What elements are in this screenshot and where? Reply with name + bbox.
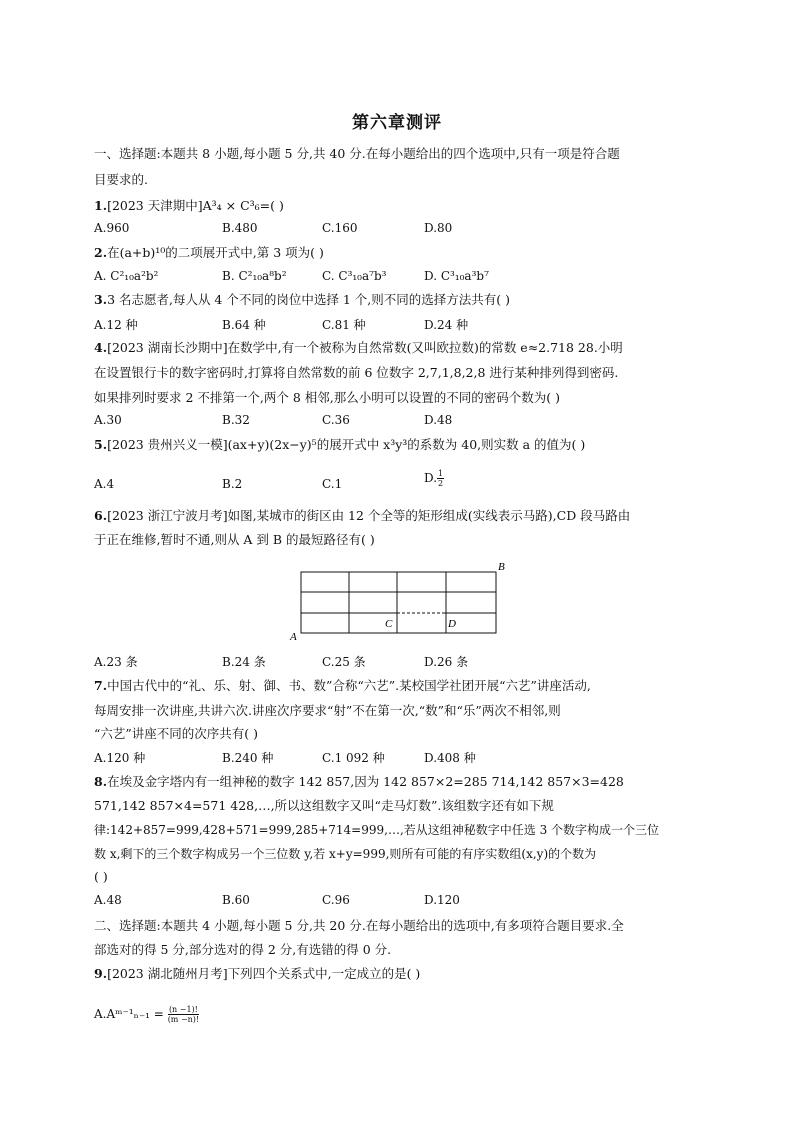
question-text: 在(a+b)¹⁰的二项展开式中,第 3 项为( ) bbox=[107, 245, 324, 260]
question-8-cont3: 数 x,剩下的三个数字构成另一个三位数 y,若 x+y=999,则所有可能的有序实数组(x,y)的个数为 bbox=[94, 847, 597, 861]
question-number: 9. bbox=[94, 966, 108, 981]
question-4-cont2: 如果排列时要求 2 不排第一个,两个 8 相邻,那么小明可以设置的不同的密码个数为( ) bbox=[94, 390, 560, 405]
question-number: 2. bbox=[94, 245, 108, 260]
question-text: 在埃及金字塔内有一组神秘的数字 142 857,因为 142 857×2=285 714,142 857×3=428 bbox=[107, 774, 624, 789]
permutation-expression: Aᵐ⁻¹ₙ₋₁ = bbox=[106, 1007, 164, 1021]
question-2-options bbox=[94, 269, 704, 287]
question-text: [2023 湖南长沙期中]在数学中,有一个被称为自然常数(又叫欧拉数)的常数 e≈2.718 28.小明 bbox=[107, 340, 623, 355]
question-5-options bbox=[94, 469, 704, 495]
question-7 bbox=[94, 677, 704, 695]
question-number: 7. bbox=[94, 678, 108, 693]
section2-heading: 二、选择题:本题共 4 小题,每小题 5 分,共 20 分.在每小题给出的选项中,有多项符合题目要求.全 bbox=[94, 918, 624, 933]
question-4 bbox=[94, 339, 704, 357]
question-number: 1. bbox=[94, 198, 108, 213]
option-b: B.24 条 bbox=[222, 655, 266, 669]
street-grid-figure bbox=[286, 560, 511, 642]
option-c: C.1 092 种 bbox=[322, 751, 385, 765]
question-7-cont2: “六艺”讲座不同的次序共有( ) bbox=[94, 726, 259, 741]
question-8-cont: 571,142 857×4=571 428,…,所以这组数字又叫“走马灯数”.该组数字还有如下规 bbox=[94, 798, 554, 813]
option-b: B.240 种 bbox=[222, 751, 274, 765]
question-text: [2023 浙江宁波月考]如图,某城市的街区由 12 个全等的矩形组成(实线表示马路),CD 段马路由 bbox=[107, 508, 631, 523]
question-text: 3 名志愿者,每人从 4 个不同的岗位中选择 1 个,则不同的选择方法共有( ) bbox=[107, 292, 510, 307]
point-c-label: C bbox=[385, 618, 393, 630]
question-text: [2023 湖北随州月考]下列四个关系式中,一定成立的是( ) bbox=[107, 966, 421, 981]
question-4-options bbox=[94, 413, 704, 431]
option-a: A.48 bbox=[94, 893, 122, 907]
point-b-label: B bbox=[498, 561, 505, 573]
option-a: A.30 bbox=[94, 413, 122, 427]
question-6-cont: 于正在维修,暂时不通,则从 A 到 B 的最短路径有( ) bbox=[94, 532, 375, 547]
question-6 bbox=[94, 507, 704, 525]
section1-heading-cont: 目要求的. bbox=[94, 172, 148, 187]
option-d: D.408 种 bbox=[424, 751, 476, 765]
option-a: A.23 条 bbox=[94, 655, 138, 669]
option-c: C.96 bbox=[322, 893, 350, 907]
option-c: C.36 bbox=[322, 413, 350, 427]
option-d: D.24 种 bbox=[424, 318, 469, 332]
option-d: D.26 条 bbox=[424, 655, 469, 669]
option-d: D.80 bbox=[424, 221, 453, 235]
option-a: A. C²₁₀a²b² bbox=[94, 269, 159, 283]
question-3 bbox=[94, 291, 704, 309]
option-a: A.4 bbox=[94, 477, 115, 491]
question-number: 3. bbox=[94, 292, 108, 307]
question-4-cont: 在设置银行卡的数字密码时,打算将自然常数的前 6 位数字 2,7,1,8,2,8 进行某种排列得到密码. bbox=[94, 365, 619, 380]
page-title: 第六章测评 bbox=[352, 113, 442, 133]
question-3-options bbox=[94, 316, 704, 334]
option-a: A.12 种 bbox=[94, 318, 138, 332]
question-9 bbox=[94, 965, 704, 983]
question-text: 中国古代中的“礼、乐、射、御、书、数”合称“六艺”.某校国学社团开展“六艺”讲座活动, bbox=[107, 678, 591, 693]
question-8-cont4: ( ) bbox=[94, 869, 108, 884]
question-5 bbox=[94, 436, 704, 454]
option-d: D. $\frac{1}{2}$ bbox=[424, 469, 444, 488]
option-b: B.64 种 bbox=[222, 318, 266, 332]
question-7-options bbox=[94, 749, 704, 767]
option-c: C.1 bbox=[322, 477, 343, 491]
option-b: B.480 bbox=[222, 221, 258, 235]
point-d-label: D bbox=[448, 618, 456, 630]
option-d: D.120 bbox=[424, 893, 460, 907]
point-a-label: A bbox=[290, 631, 297, 642]
option-c: C.81 种 bbox=[322, 318, 366, 332]
option-c: C.25 条 bbox=[322, 655, 366, 669]
question-number: 6. bbox=[94, 508, 108, 523]
option-d: D. C³₁₀a³b⁷ bbox=[424, 269, 489, 283]
question-number: 8. bbox=[94, 774, 108, 789]
question-7-cont: 每周安排一次讲座,共讲六次.讲座次序要求“射”不在第一次,“数”和“乐”两次不相邻,则 bbox=[94, 703, 561, 718]
option-a: A.960 bbox=[94, 221, 130, 235]
option-b: B. C²₁₀a⁸b² bbox=[222, 269, 287, 283]
question-6-options bbox=[94, 653, 704, 671]
option-c: C. C³₁₀a⁷b³ bbox=[322, 269, 387, 283]
option-b: B.2 bbox=[222, 477, 243, 491]
option-c: C.160 bbox=[322, 221, 358, 235]
fraction: $\frac{(n -1)!}{(m -n)!}$ bbox=[167, 1005, 200, 1024]
section1-heading: 一、选择题:本题共 8 小题,每小题 5 分,共 40 分.在每小题给出的四个选项中,只有一项是符合题 bbox=[94, 146, 620, 161]
option-a: A.120 种 bbox=[94, 751, 146, 765]
question-number: 4. bbox=[94, 340, 108, 355]
question-number: 5. bbox=[94, 437, 108, 452]
option-d: D.48 bbox=[424, 413, 453, 427]
fraction-one-half: $\frac{1}{2}$ bbox=[438, 469, 444, 488]
section2-heading-cont: 部选对的得 5 分,部分选对的得 2 分,有选错的得 0 分. bbox=[94, 942, 392, 957]
question-text: [2023 贵州兴义一模](ax+y)(2x−y)⁵的展开式中 x³y³的系数为 40,则实数 a 的值为( ) bbox=[107, 437, 586, 452]
question-9-option-a: A.Aᵐ⁻¹ₙ₋₁ = $\frac{(n -1)!}{(m -n)!}$ bbox=[94, 1005, 200, 1024]
question-source: [2023 天津期中] bbox=[107, 198, 203, 213]
question-1 bbox=[94, 197, 704, 215]
option-b: B.60 bbox=[222, 893, 250, 907]
question-8-options bbox=[94, 893, 704, 911]
option-b: B.32 bbox=[222, 413, 250, 427]
question-1-options bbox=[94, 221, 704, 239]
question-2 bbox=[94, 244, 704, 262]
question-8-cont2: 律:142+857=999,428+571=999,285+714=999,…,若从这组神秘数字中任选 3 个数字构成一个三位 bbox=[94, 823, 660, 837]
question-expression: A³₄ × C³₆=( ) bbox=[202, 198, 284, 213]
question-8 bbox=[94, 773, 704, 791]
